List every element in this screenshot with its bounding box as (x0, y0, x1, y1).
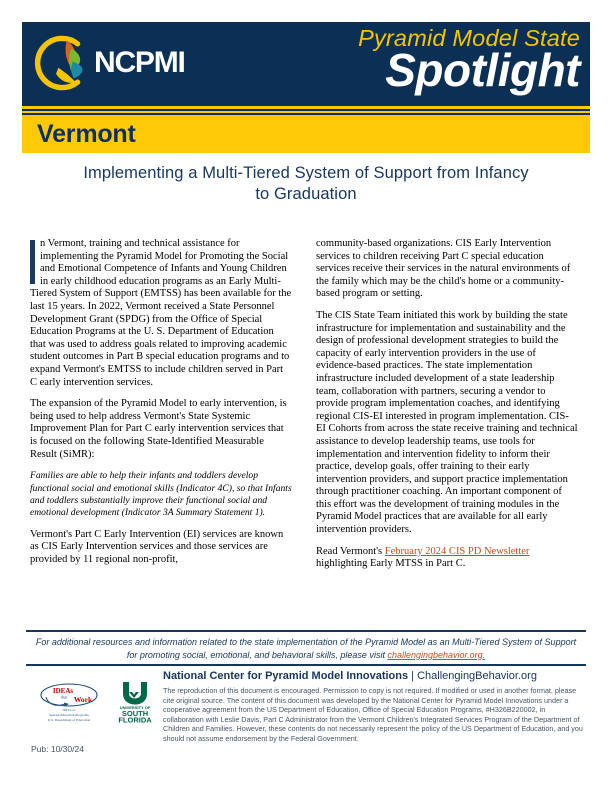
paragraph-part-c: Vermont's Part C Early Intervention (EI) services are known as CIS Early Intervention services and those services are provided by 11 regional non-profit, (30, 528, 284, 565)
callout-resources (30, 636, 582, 661)
svg-text:IDEAs: IDEAs (52, 687, 74, 695)
paragraph-intro (30, 238, 292, 389)
pyramid-model-state-kicker: Pyramid Model State (358, 25, 580, 51)
callout-text: For additional resources and information related to the state implementation of the Pyramid Model as an Multi-Tiered System of Support for promoting social, emotional, and behavioral skills, please visit (35, 637, 577, 660)
svg-text:Work: Work (73, 695, 93, 704)
svg-text:Special Education Programs: Special Education Programs (49, 713, 89, 717)
newsletter-text-post: highlighting Early MTSS in Part C. (316, 558, 466, 570)
svg-text:Office of: Office of (62, 708, 76, 712)
usf-logo (112, 678, 158, 724)
page-title: Implementing a Multi-Tiered System of Support from Infancy to Graduation (83, 164, 529, 203)
svg-text:SOUTH: SOUTH (121, 709, 149, 718)
paragraph-intro-text: n Vermont, training and technical assistance for implementing the Pyramid Model for Promoting the Social and Emotional Competence of Infants and Young Children in early childhood education programs as an Early Multi-Tiered System of Support (EMTSS) has been available for the last 15 years. In 2022, Vermont received a State Personnel Development Grant (SPDG) from the Office of Special Education Programs at the U. S. Department of Education that was used to address goals related to improving academic student outcomes in Part B special education programs and to expand Vermont's EMTSS to include children served in Part C early intervention services. (30, 238, 292, 388)
footer-org-line (163, 670, 537, 682)
svg-text:U.S. Department of Education: U.S. Department of Education (47, 718, 91, 722)
ncpmi-swoosh-icon (32, 34, 92, 92)
body-column-right (316, 238, 578, 571)
svg-text:that: that (60, 694, 68, 700)
callout-rule-bottom (26, 664, 586, 666)
svg-text:UNIVERSITY OF: UNIVERSITY OF (119, 705, 151, 710)
challengingbehavior-link[interactable]: challengingbehavior.org. (387, 649, 486, 660)
callout-rule-top (26, 630, 586, 632)
ideas-that-work-logo (33, 682, 105, 726)
spotlight-title-block (250, 25, 580, 96)
paragraph-state-team: The CIS State Team initiated this work by building the state infrastructure for implementation and sustainability and the design of professional development strategies to build the capacity of early intervention providers in the use of evidence-based practices. The state implementation infrastructure included development of a state leadership team, collaboration with partners, securing a vendor to provide program implementation coaches, and identifying regional CIS-EI interested in program implementation. CIS-EI Cohorts from across the state receive training and technical assistance to develop leadership teams, use tools for implementation and intervention fidelity to inform their practice, develop goals, offer training to their early intervention providers, and support practice implementation through practitioner coaching. An important component of this effort was the development of training modules in the Pyramid Model practices that are available for all early intervention providers. (316, 309, 578, 536)
ncpmi-wordmark: NCPMI (94, 46, 185, 79)
newsletter-text-pre: Read Vermont's (316, 545, 385, 557)
simr-quote: Families are able to help their infants and toddlers develop functional social and emotional skills (Indicator 4C), so that Infants and toddlers substantially improve their functional social and emotional development (Indicator 3A Summary Statement 1). (30, 470, 292, 519)
body-column-left (30, 238, 292, 567)
footer-disclaimer: The reproduction of this document is encouraged. Permission to copy is not required. If modified or used in another format, please cite original source. The content of this document was developed by the National Center for Pyramid Model Innovations under a cooperative agreement from the US Department of Education, Office of Special Education Programs, #H326B220002, in collaboration with Leslie Davis, Part C Administrator from the Vermont Children's Integrated Services Program of the Department of Children and Families. However, these contents do not necessarily represent the policy of the US Department of Education, and you should not assume endorsement by the Federal Government. (163, 686, 583, 743)
newsletter-link[interactable]: February 2024 CIS PD Newsletter (384, 545, 530, 557)
publication-date: Pub: 10/30/24 (31, 744, 84, 754)
paragraph-community-based: community-based organizations. CIS Early Intervention services to children receiving Part C special education services receive their services in the natural environments of the family which may be the child's home or a community-based program or setting. (316, 238, 571, 300)
footer-separator: | (411, 670, 415, 682)
spotlight-wordmark: Spotlight (385, 43, 580, 96)
svg-text:FLORIDA: FLORIDA (118, 715, 152, 724)
ncpmi-logo (32, 32, 207, 94)
drop-cap-i (30, 240, 35, 284)
footer-org-name: National Center for Pyramid Model Innovations (163, 670, 409, 682)
state-name: Vermont (37, 120, 136, 148)
paragraph-newsletter (316, 546, 578, 571)
paragraph-expansion: The expansion of the Pyramid Model to early intervention, is being used to help address Vermont's State Systemic Improvement Plan for Part C early intervention services that is focused on the following State-Identified Measurable Result (SiMR): (30, 398, 287, 460)
footer-website[interactable]: ChallengingBehavior.org (417, 670, 537, 682)
